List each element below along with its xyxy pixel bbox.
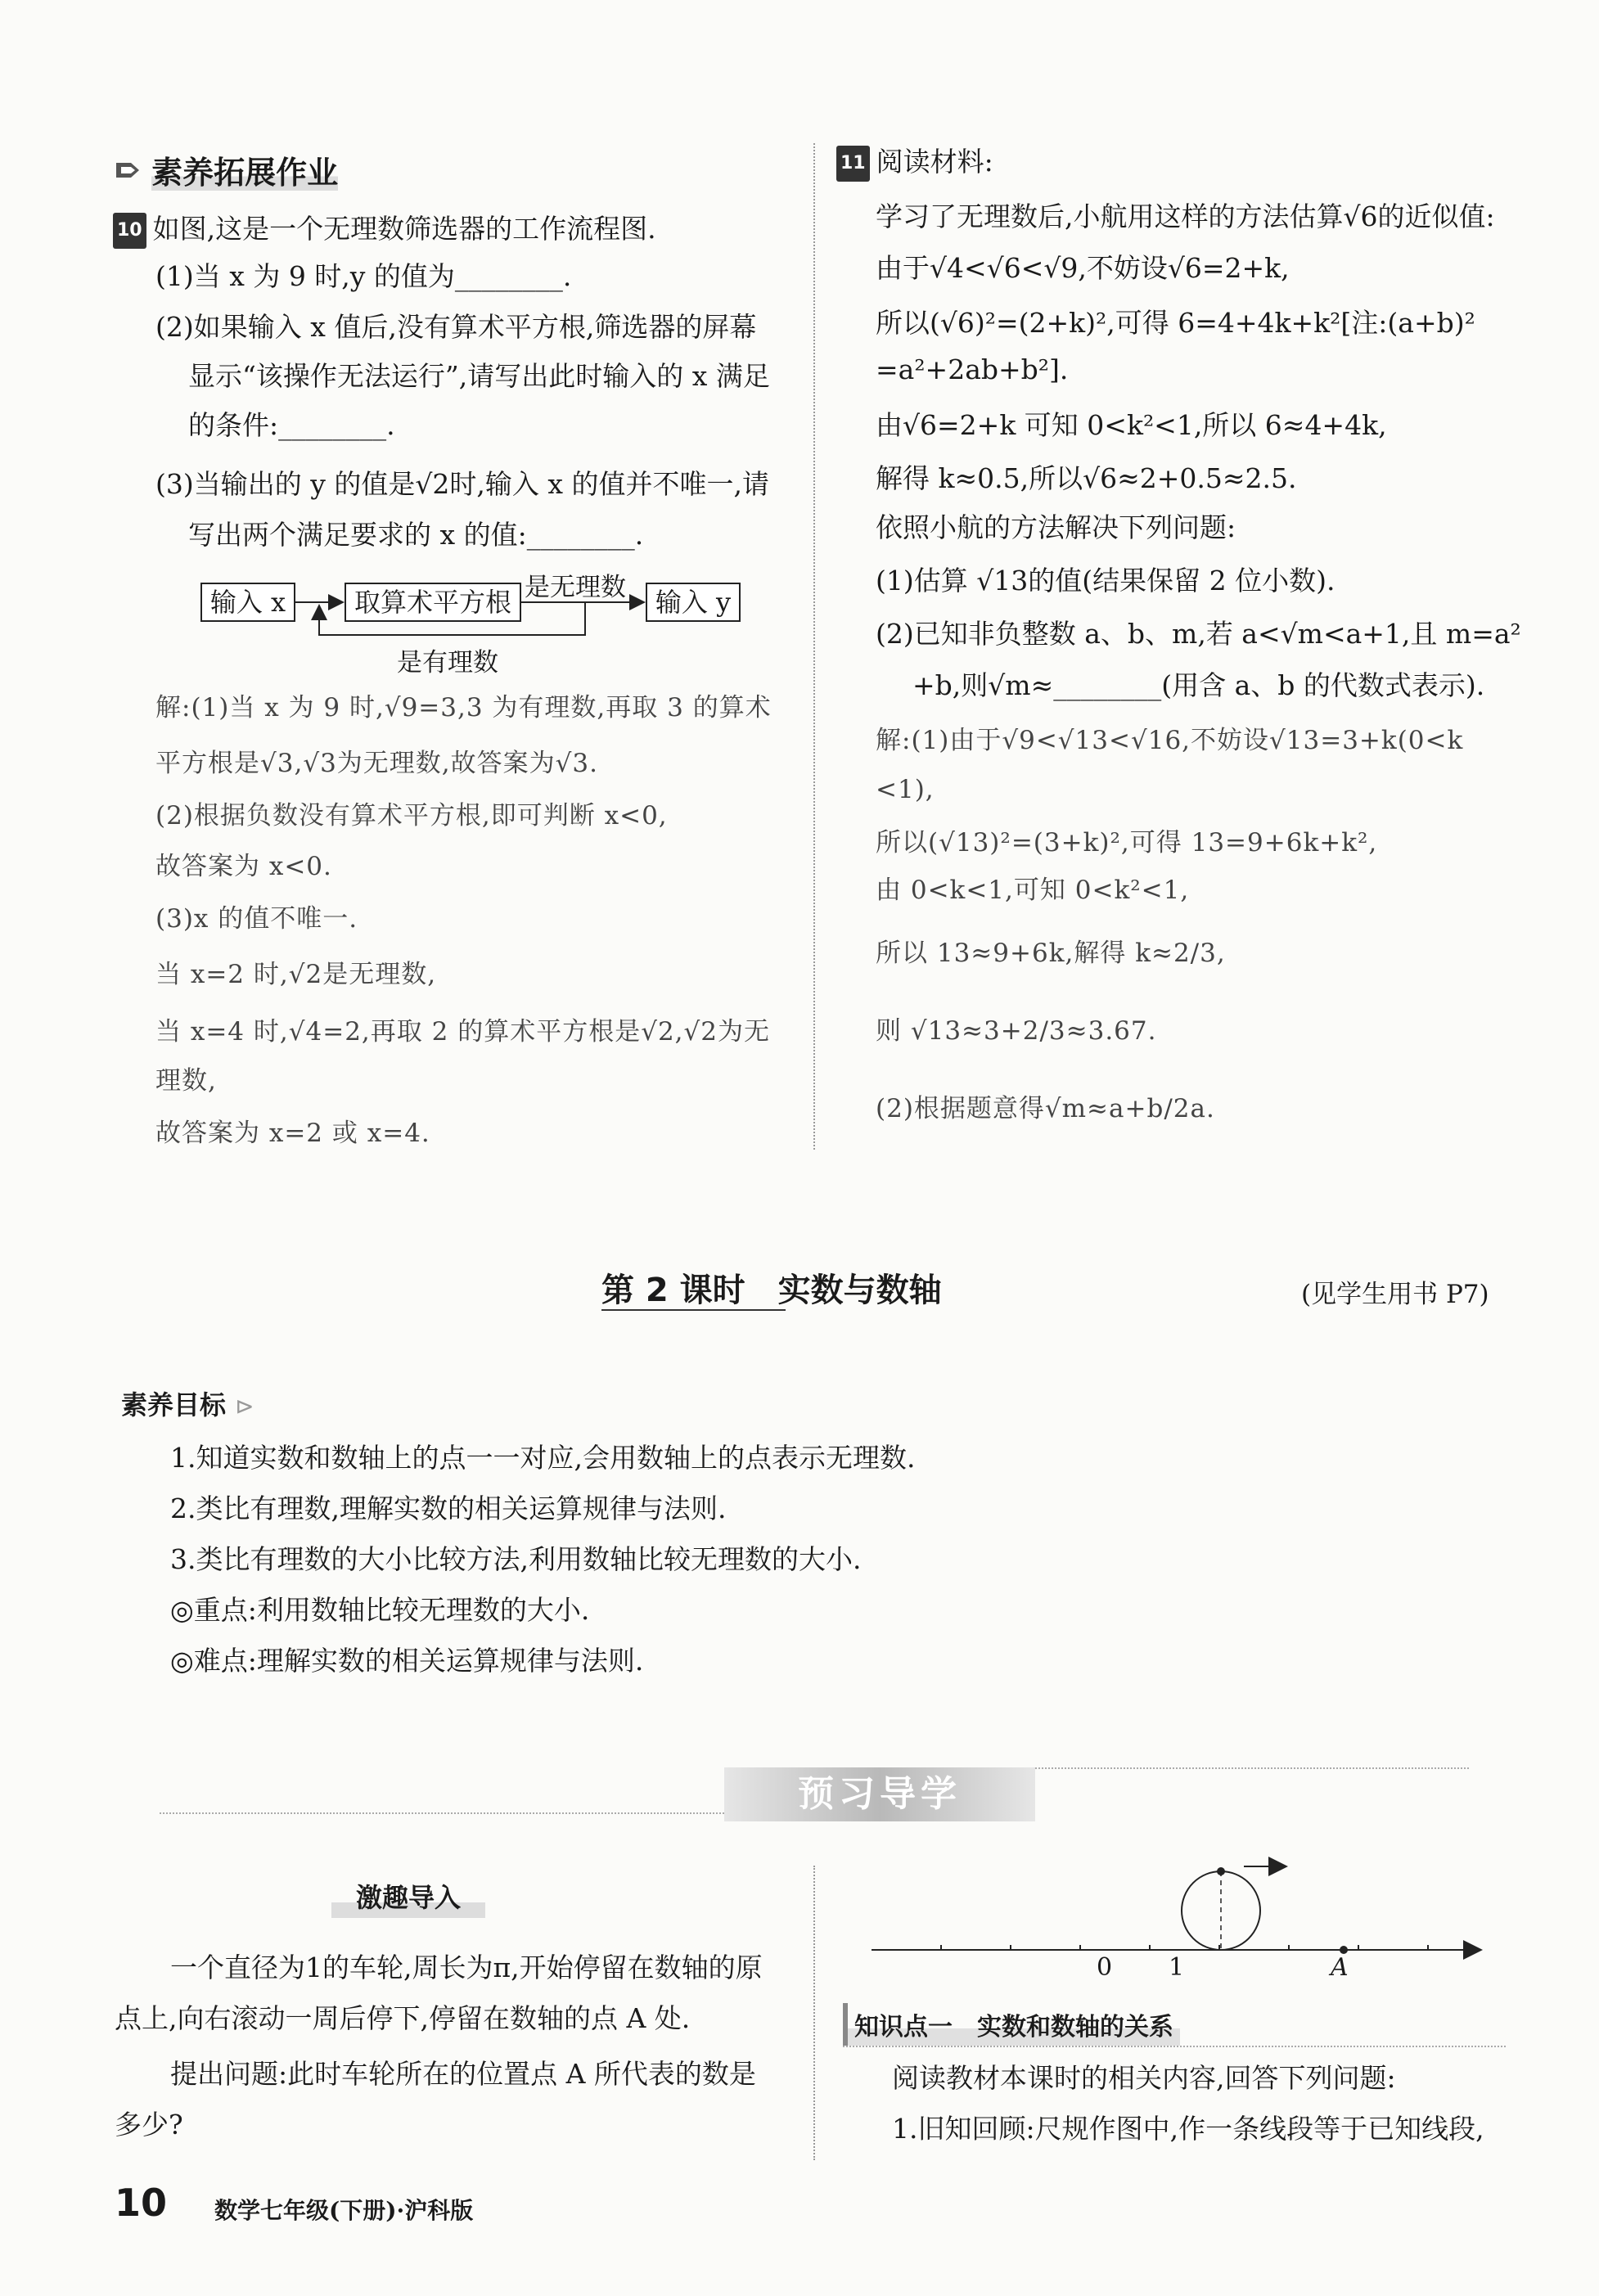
flow-output-box: 输入 y [646, 583, 741, 622]
q11-number: 11 [836, 146, 870, 182]
q11-solution-line: 解:(1)由于√9<√13<√16,不妨设√13=3+k(0<k [876, 726, 1464, 755]
goals-heading: 素养目标 ⊳ [121, 1389, 254, 1420]
q11-line: (2)已知非负整数 a、b、m,若 a<√m<a+1,且 m=a² [876, 618, 1521, 650]
column-divider-bottom [813, 1866, 815, 2160]
banner-rule-left [160, 1812, 724, 1814]
q11-solution-line: 则 √13≈3+2/3≈3.67. [876, 1016, 1157, 1046]
preview-banner: 预习导学 [724, 1767, 1035, 1821]
q11-solution-line: 由 0<k<1,可知 0<k²<1, [876, 876, 1190, 905]
q11-line: (1)估算 √13的值(结果保留 2 位小数). [876, 565, 1336, 597]
flow-irrational-label: 是无理数 [525, 573, 626, 602]
numberline-figure [867, 1853, 1489, 1992]
q11-title: 11 阅读材料: [836, 146, 993, 182]
pen-icon [115, 158, 142, 182]
flow-input-box: 输入 x [200, 583, 295, 622]
page-number: 10 [115, 2181, 168, 2225]
q11-line: 学习了无理数后,小航用这样的方法估算√6的近似值: [876, 200, 1495, 232]
intro-line: 一个直径为1的车轮,周长为π,开始停留在数轴的原 [170, 1952, 763, 1983]
q11-solution-line: 所以(√13)²=(3+k)²,可得 13=9+6k+k², [876, 828, 1378, 858]
q11-line: 所以(√6)²=(2+k)²,可得 6=4+4k+k²[注:(a+b)² [876, 307, 1475, 339]
q10-solution-line: 当 x=4 时,√4=2,再取 2 的算术平方根是√2,√2为无 [155, 1017, 771, 1047]
q10-solution-line: 理数, [155, 1066, 217, 1096]
knowledge-line: 阅读教材本课时的相关内容,回答下列问题: [892, 2062, 1396, 2094]
intro-heading: 激趣导入 [331, 1874, 485, 1918]
q11-line: 由√6=2+k 可知 0<k²<1,所以 6≈4+4k, [876, 409, 1387, 441]
column-divider [813, 143, 815, 1150]
q10-number: 10 [113, 213, 146, 249]
numberline-label-1: 1 [1169, 1953, 1185, 1982]
knowledge-rule [843, 2046, 1506, 2047]
q10-solution-line: 解:(1)当 x 为 9 时,√9=3,3 为有理数,再取 3 的算术 [155, 693, 772, 723]
section-title: 素养拓展作业 [151, 155, 339, 191]
intro-line: 点上,向右滚动一周后停下,停留在数轴的点 A 处. [115, 2002, 691, 2034]
q10-solution-line: 故答案为 x<0. [155, 852, 332, 881]
q11-line: 依照小航的方法解决下列问题: [876, 511, 1236, 543]
intro-line: 提出问题:此时车轮所在的位置点 A 所代表的数是 [170, 2058, 756, 2090]
q11-solution-line: <1), [876, 775, 935, 804]
q10-part3a: (3)当输出的 y 的值是√2时,输入 x 的值并不唯一,请 [155, 468, 769, 500]
banner-rule-right [1031, 1767, 1469, 1769]
q10-solution-line: 当 x=2 时,√2是无理数, [155, 960, 437, 989]
q10-part2c: 的条件:________. [188, 409, 395, 441]
q10-solution-line: 故答案为 x=2 或 x=4. [155, 1119, 430, 1148]
goal-difficult-point: ◎难点:理解实数的相关运算规律与法则. [170, 1645, 644, 1677]
numberline-label-A: A [1331, 1953, 1349, 1982]
q10-stem: 10 如图,这是一个无理数筛选器的工作流程图. [113, 213, 656, 249]
book-title: 数学七年级(下册)·沪科版 [214, 2197, 474, 2224]
q11-solution-line: (2)根据题意得√m≈a+b/2a. [876, 1094, 1215, 1123]
arrow-icon: ⊳ [235, 1393, 254, 1420]
lesson-reference: (见学生用书 P7) [1301, 1280, 1489, 1309]
q10-solution-line: (3)x 的值不唯一. [155, 904, 358, 934]
flowchart [200, 568, 749, 682]
q10-solution-line: 平方根是√3,√3为无理数,故答案为√3. [155, 749, 598, 778]
q10-part1: (1)当 x 为 9 时,y 的值为________. [155, 260, 572, 292]
q11-solution-line: 所以 13≈9+6k,解得 k≈2/3, [876, 939, 1226, 968]
q11-line: 解得 k≈0.5,所以√6≈2+0.5≈2.5. [876, 462, 1297, 494]
knowledge-line: 1.旧知回顾:尺规作图中,作一条线段等于已知线段, [892, 2113, 1484, 2145]
q11-line: +b,则√m≈________(用含 a、b 的代数式表示). [912, 669, 1485, 701]
knowledge-heading: 知识点一 实数和数轴的关系 [843, 2003, 1180, 2046]
section-header [115, 147, 338, 192]
goal-key-point: ◎重点:利用数轴比较无理数的大小. [170, 1594, 590, 1626]
flow-process-box: 取算术平方根 [345, 583, 521, 622]
q10-part2a: (2)如果输入 x 值后,没有算术平方根,筛选器的屏幕 [155, 311, 757, 343]
goal-item: 2.类比有理数,理解实数的相关运算规律与法则. [170, 1492, 727, 1524]
q10-part2b: 显示“该操作无法运行”,请写出此时输入的 x 满足 [188, 360, 770, 392]
flow-rational-label: 是有理数 [397, 648, 498, 678]
goal-item: 3.类比有理数的大小比较方法,利用数轴比较无理数的大小. [170, 1543, 862, 1575]
q11-line: =a²+2ab+b²]. [876, 353, 1069, 385]
goal-item: 1.知道实数和数轴上的点一一对应,会用数轴上的点表示无理数. [170, 1442, 916, 1474]
q11-line: 由于√4<√6<√9,不妨设√6=2+k, [876, 252, 1290, 284]
lesson-title: 第 2 课时 实数与数轴 [601, 1272, 942, 1309]
q10-solution-line: (2)根据负数没有算术平方根,即可判断 x<0, [155, 801, 668, 831]
intro-line: 多少? [115, 2109, 183, 2141]
lesson-title-underline [601, 1309, 786, 1311]
numberline-label-0: 0 [1097, 1953, 1113, 1982]
q10-part3b: 写出两个满足要求的 x 的值:________. [188, 519, 644, 551]
